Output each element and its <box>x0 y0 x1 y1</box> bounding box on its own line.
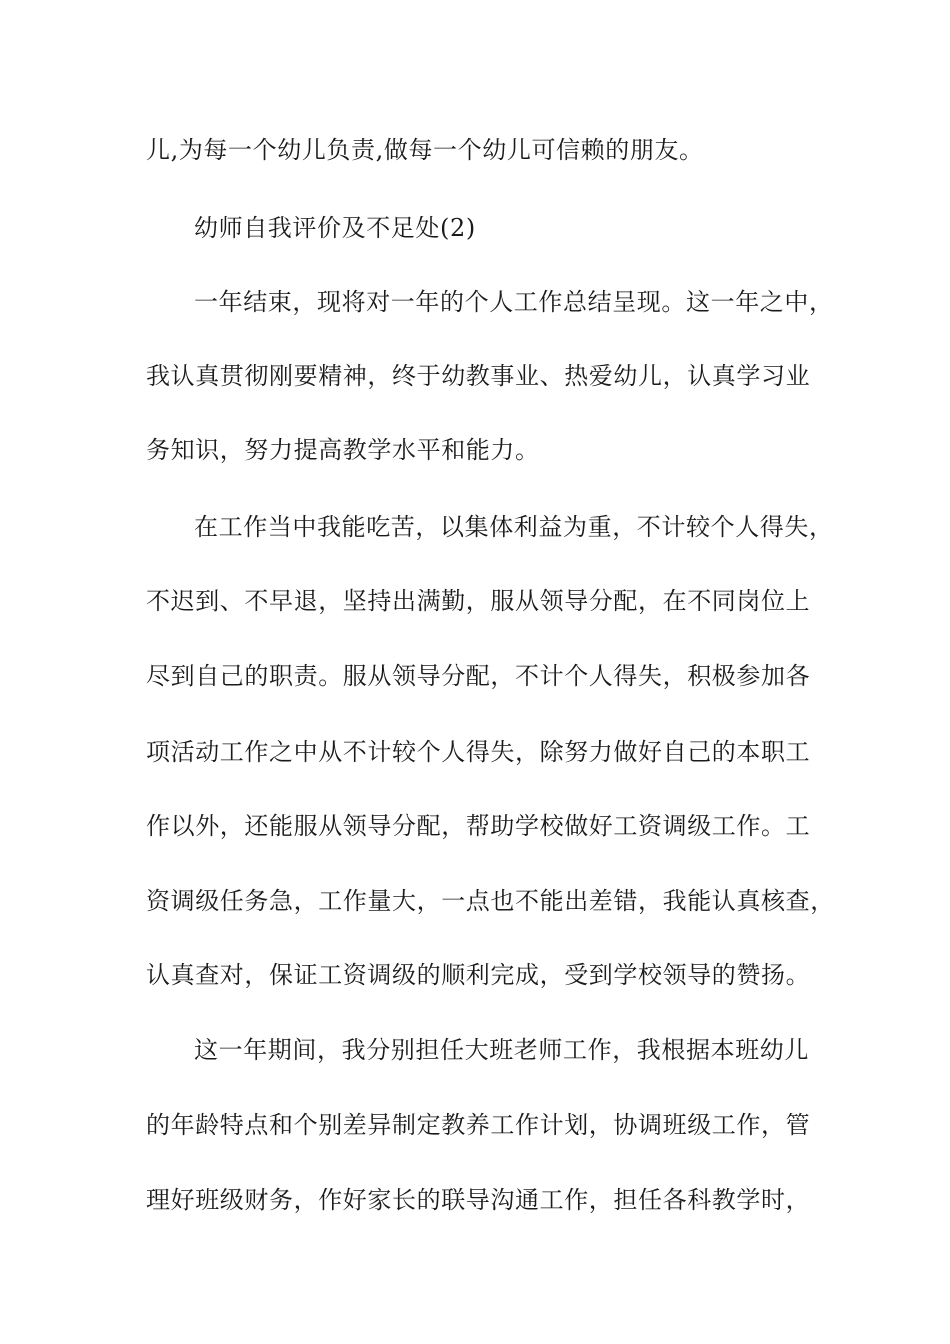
text-line: 不迟到、不早退，坚持出满勤，服从领导分配，在不同岗位上 <box>146 587 811 615</box>
text-line: 作以外，还能服从领导分配，帮助学校做好工资调级工作。工 <box>146 812 811 840</box>
text-line: 务知识，努力提高教学水平和能力。 <box>146 436 540 464</box>
text-line: 尽到自己的职责。服从领导分配，不计个人得失，积极参加各 <box>146 662 811 690</box>
text-line: 我认真贯彻刚要精神，终于幼教事业、热爱幼儿，认真学习业 <box>146 362 811 390</box>
text-line: 在工作当中我能吃苦，以集体利益为重，不计较个人得失， <box>194 513 834 541</box>
text-line: 儿,为每一个幼儿负责,做每一个幼儿可信赖的朋友。 <box>146 136 704 164</box>
text-line: 项活动工作之中从不计较个人得失，除努力做好自己的本职工 <box>146 738 811 766</box>
section-heading: 幼师自我评价及不足处(2) <box>194 214 476 242</box>
text-line: 资调级任务急，工作量大，一点也不能出差错，我能认真核查， <box>146 887 835 915</box>
text-line: 理好班级财务，作好家长的联导沟通工作，担任各科教学时， <box>146 1186 811 1214</box>
text-line: 一年结束，现将对一年的个人工作总结呈现。这一年之中， <box>194 288 834 316</box>
text-line: 认真查对，保证工资调级的顺利完成，受到学校领导的赞扬。 <box>146 961 811 989</box>
text-line: 这一年期间，我分别担任大班老师工作，我根据本班幼儿 <box>194 1036 809 1064</box>
text-line: 的年龄特点和个别差异制定教养工作计划，协调班级工作，管 <box>146 1111 811 1139</box>
